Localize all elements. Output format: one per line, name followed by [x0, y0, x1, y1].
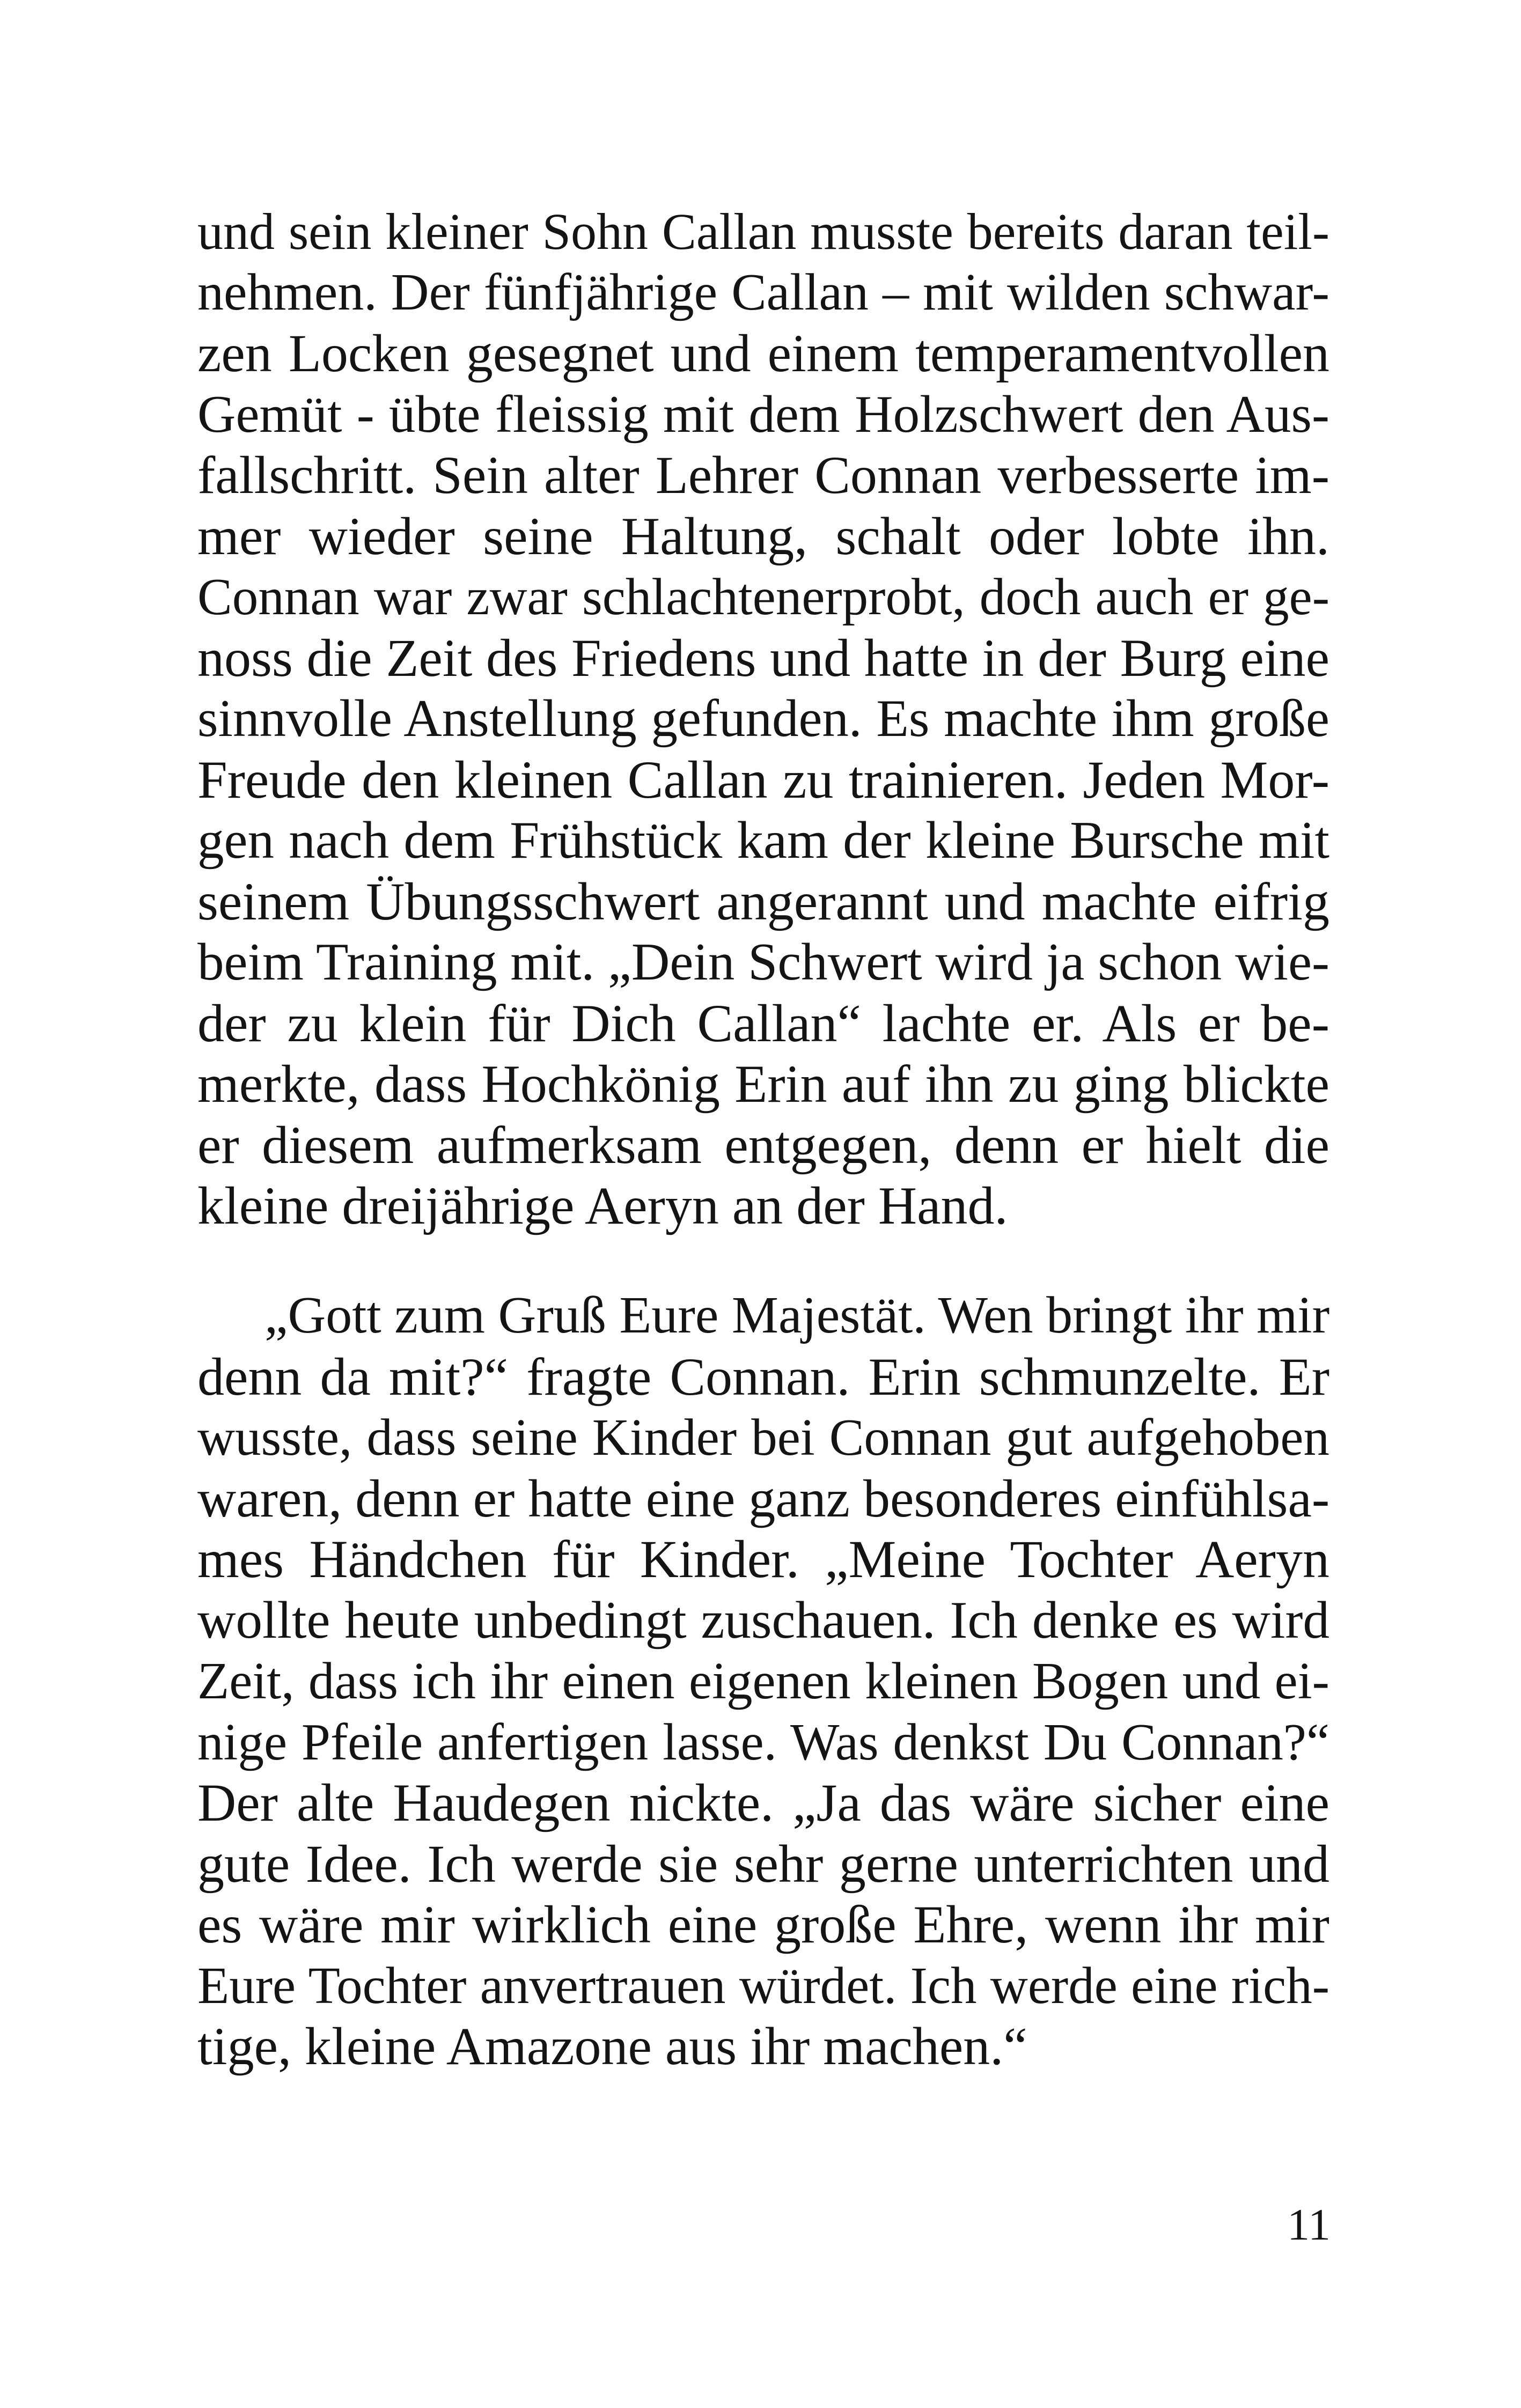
text-line: gute Idee. Ich werde sie sehr gerne unterrichten und [197, 1833, 1329, 1894]
paragraph-2 [197, 1285, 1329, 2077]
text-line: mes Händchen für Kinder. „Meine Tochter Aeryn [197, 1529, 1329, 1589]
text-line: wusste, dass seine Kinder bei Connan gut aufgehoben [197, 1409, 1329, 1466]
text-line: gen nach dem Frühstück kam der kleine Bursche mit [197, 811, 1329, 870]
text-line: mer wieder seine Haltung, schalt oder lobte ihn. [197, 506, 1329, 566]
text-line: Zeit, dass ich ihr einen eigenen kleinen Bogen und ei- [197, 1652, 1329, 1710]
text-line: kleine dreijährige Aeryn an der Hand. [197, 1176, 1008, 1235]
text-line: sinnvolle Anstellung gefunden. Es machte ihm große [197, 689, 1329, 748]
text-line: und sein kleiner Sohn Callan musste bereits daran teil- [197, 203, 1329, 260]
text-line: Freude den kleinen Callan zu trainieren. Jeden Mor- [197, 749, 1329, 809]
text-line: Connan war zwar schlachtenerprobt, doch auch er ge- [197, 568, 1329, 625]
text-line: nehmen. Der fünfjährige Callan – mit wilden schwar- [197, 263, 1329, 321]
text-line: waren, denn er hatte eine ganz besonderes einfühlsa- [197, 1468, 1330, 1528]
text-line: merkte, dass Hochkönig Erin auf ihn zu ging blickte [197, 1054, 1329, 1114]
text-line: er diesem aufmerksam entgegen, denn er hielt die [197, 1115, 1329, 1175]
text-line: Eure Tochter anvertrauen würdet. Ich werde eine rich- [197, 1956, 1329, 2014]
paragraph-1 [197, 201, 1329, 1236]
text-line: wollte heute unbedingt zuschauen. Ich denke es wird [197, 1590, 1329, 1649]
text-line: fallschritt. Sein alter Lehrer Connan verbesserte im- [197, 445, 1329, 505]
text-line: Der alte Haudegen nickte. „Ja das wäre sicher eine [197, 1773, 1329, 1832]
text-line: zen Locken gesegnet und einem temperamentvollen [197, 323, 1329, 383]
text-line: seinem Übungsschwert angerannt und machte eifrig [197, 871, 1329, 931]
page-number: 11 [1287, 2200, 1331, 2250]
text-line: beim Training mit. „Dein Schwert wird ja schon wie- [197, 933, 1329, 991]
text-line: nige Pfeile anfertigen lasse. Was denkst Du Connan?“ [197, 1713, 1329, 1771]
text-line: der zu klein für Dich Callan“ lachte er. Als er be- [197, 993, 1329, 1053]
text-line: tige, kleine Amazone aus ihr machen.“ [197, 2016, 1027, 2076]
text-line: es wäre mir wirklich eine große Ehre, wenn ihr mir [197, 1895, 1329, 1954]
text-line: denn da mit?“ fragte Connan. Erin schmunzelte. Er [197, 1346, 1329, 1406]
text-line: „Gott zum Gruß Eure Majestät. Wen bringt ihr mir [264, 1286, 1330, 1344]
text-line: noss die Zeit des Friedens und hatte in der Burg eine [197, 628, 1329, 688]
text-line: Gemüt - übte fleissig mit dem Holzschwert den Aus- [197, 385, 1329, 444]
